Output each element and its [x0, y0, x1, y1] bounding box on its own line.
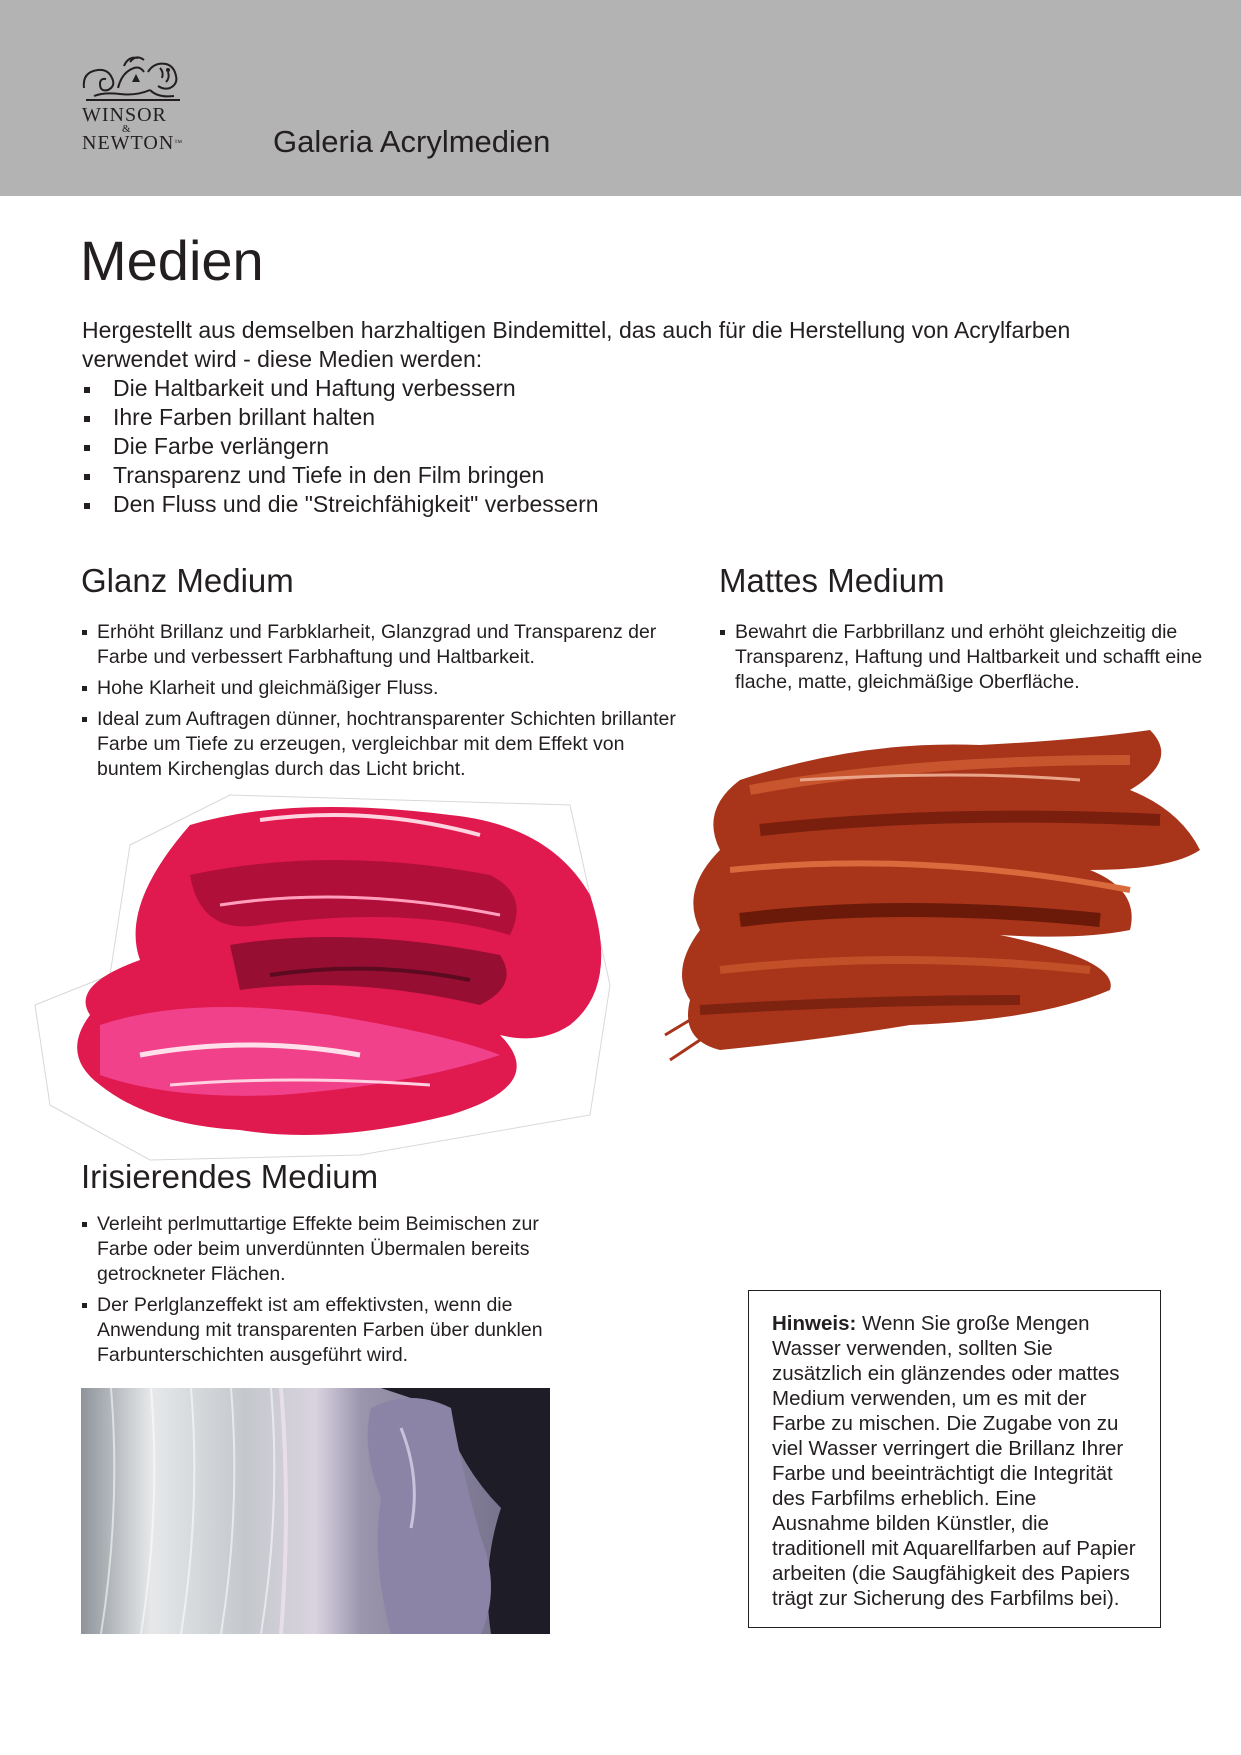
glanz-list-item: Ideal zum Auftragen dünner, hochtransparenter Schichten brillanter Farbe um Tiefe zu erzeugen, vergleichbar mit dem Effekt von buntem Kirchenglas durch das Licht bricht.: [81, 707, 691, 782]
logo-ampersand: &: [122, 123, 131, 135]
intro-list-item: Ihre Farben brillant halten: [82, 403, 1182, 432]
irisierend-list: [81, 1212, 581, 1374]
irisierend-list-item: Verleiht perlmuttartige Effekte beim Beimischen zur Farbe oder beim unverdünnten Übermalen bereits getrockneter Flächen.: [81, 1212, 581, 1287]
mattes-list-item: Bewahrt die Farbbrillanz und erhöht gleichzeitig die Transparenz, Haftung und Haltbarkeit und schafft eine flache, matte, gleichmäßige Oberfläche.: [719, 620, 1209, 695]
intro-list-item: Die Farbe verlängern: [82, 432, 1182, 461]
glanz-heading: Glanz Medium: [81, 562, 294, 599]
logo-word-newton: [82, 134, 198, 152]
mattes-paint-swatch-image: [660, 720, 1210, 1115]
intro-list-item: Den Fluss und die "Streichfähigkeit" verbessern: [82, 490, 1182, 519]
irisierend-list-item: Der Perlglanzeffekt ist am effektivsten, wenn die Anwendung mit transparenten Farben über dunklen Farbunterschichten ausgeführt wird.: [81, 1293, 581, 1368]
intro-text: Hergestellt aus demselben harzhaltigen Bindemittel, das auch für die Herstellung von Acrylfarben verwendet wird - diese Medien werden:: [82, 317, 1071, 372]
logo-newton-text: NEWTON: [82, 132, 175, 154]
mattes-heading: Mattes Medium: [719, 562, 945, 599]
page-title: Medien: [80, 229, 264, 292]
hinweis-label: Hinweis:: [772, 1312, 857, 1335]
griffin-lion-icon: [78, 52, 188, 106]
intro-list-item: Die Haltbarkeit und Haftung verbessern: [82, 374, 1182, 403]
header-band: [0, 0, 1241, 196]
glanz-list-item: Erhöht Brillanz und Farbklarheit, Glanzgrad und Transparenz der Farbe und verbessert Farbhaftung und Haltbarkeit.: [81, 620, 691, 670]
intro-section: [82, 316, 1182, 519]
irisierend-pearl-swatch-image: [81, 1388, 550, 1634]
hinweis-note-box: [748, 1290, 1161, 1628]
header-title: Galeria Acrylmedien: [273, 124, 551, 159]
intro-list: [82, 374, 1182, 519]
winsor-newton-logo: [78, 52, 198, 152]
logo-tm: ™: [174, 138, 184, 147]
logo-word-winsor: WINSOR: [82, 104, 167, 126]
hinweis-text: Wenn Sie große Mengen Wasser verwenden, sollten Sie zusätzlich ein glänzendes oder mattes Medium verwenden, um es mit der Farbe zu mischen. Die Zugabe von zu viel Wasser verringert die Brillanz Ihrer Farbe und beeinträchtigt die Integrität des Farbfilms erheblich. Eine Ausnahme bilden Künstler, die traditionell mit Aquarellfarben auf Papier arbeiten (die Saugfähigkeit des Papiers trägt zur Sicherung des Farbfilms bei).: [772, 1312, 1136, 1610]
glanz-list-item: Hohe Klarheit und gleichmäßiger Fluss.: [81, 676, 691, 701]
glanz-list: [81, 620, 691, 788]
irisierend-heading: Irisierendes Medium: [81, 1158, 379, 1195]
intro-list-item: Transparenz und Tiefe in den Film bringen: [82, 461, 1182, 490]
glanz-paint-swatch-image: [30, 785, 620, 1165]
mattes-list: [719, 620, 1209, 701]
